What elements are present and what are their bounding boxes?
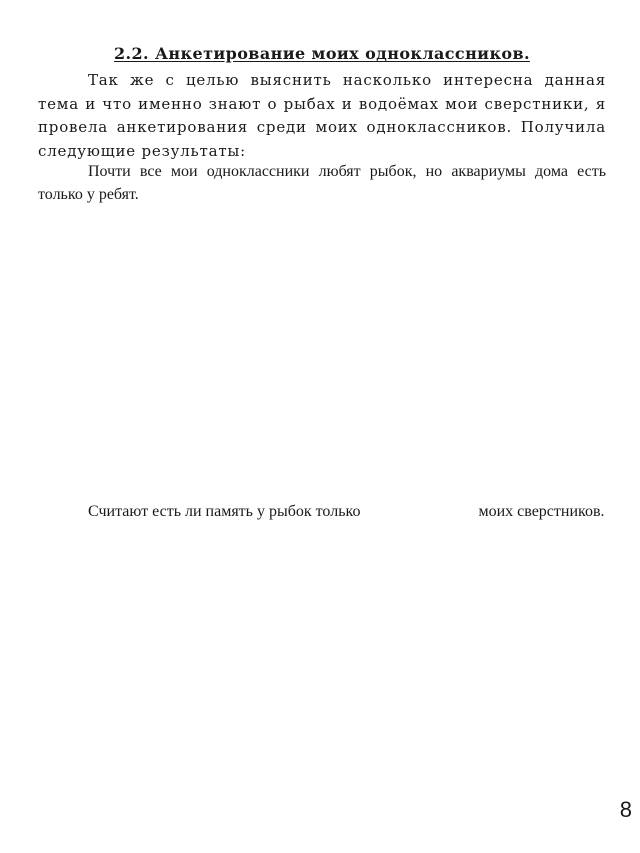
fish-aquarium-paragraph xyxy=(38,160,606,206)
fish-aquarium-text: Почти все мои одноклассники любят рыбок, но аквариумы дома есть только у xyxy=(38,163,606,203)
chart-area-blank xyxy=(38,215,606,485)
section-heading: 2.2. Анкетирование моих одноклассников. xyxy=(114,44,530,63)
fish-aquarium-text-end: ребят. xyxy=(98,186,139,203)
fish-memory-text: Считают есть ли память у рыбок только xyxy=(88,503,361,520)
intro-paragraph: Так же с целью выяснить насколько интересна данная тема и что именно знают о рыбах и водоёмах мои сверстники, я провела анкетирования среди моих одноклассников. Получила следующие результаты: xyxy=(38,71,606,160)
page-number: 8 xyxy=(619,797,632,822)
fish-memory-text-end: моих сверстников. xyxy=(478,503,605,520)
chart-area-blank-2 xyxy=(80,615,320,750)
fish-memory-paragraph xyxy=(38,500,606,523)
